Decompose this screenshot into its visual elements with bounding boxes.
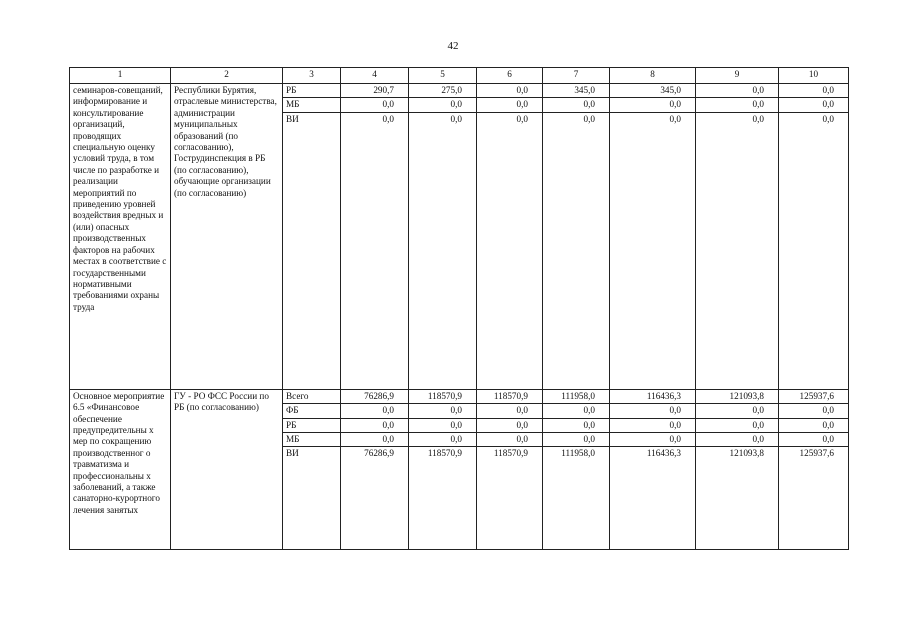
- funding-source: ВИ: [283, 447, 341, 550]
- value-cell: 275,0: [409, 84, 477, 98]
- header-cell: 7: [543, 68, 610, 84]
- executor-cell: Республики Бурятия, отраслевые министерства, администрации муниципальных образований (по согласованию), Гострудинспекция в РБ (по согласованию), обучающие организации (по согласованию): [171, 84, 283, 390]
- header-cell: 3: [283, 68, 341, 84]
- executor-cell: ГУ - РО ФСС России по РБ (по согласованию): [171, 389, 283, 550]
- value-cell: 0,0: [610, 418, 696, 432]
- value-cell: 0,0: [610, 98, 696, 112]
- value-cell: 0,0: [409, 98, 477, 112]
- value-cell: 0,0: [477, 84, 543, 98]
- value-cell: 0,0: [477, 98, 543, 112]
- value-cell: 0,0: [543, 404, 610, 418]
- value-cell: 0,0: [779, 98, 849, 112]
- header-cell: 1: [70, 68, 171, 84]
- value-cell: 0,0: [610, 112, 696, 389]
- value-cell: 0,0: [477, 433, 543, 447]
- program-table: [69, 67, 849, 550]
- value-cell: 111958,0: [543, 447, 610, 550]
- value-cell: 345,0: [543, 84, 610, 98]
- value-cell: 290,7: [341, 84, 409, 98]
- value-cell: 76286,9: [341, 447, 409, 550]
- value-cell: 116436,3: [610, 447, 696, 550]
- value-cell: 0,0: [409, 418, 477, 432]
- value-cell: 0,0: [696, 404, 779, 418]
- value-cell: 0,0: [341, 418, 409, 432]
- value-cell: 125937,6: [779, 389, 849, 403]
- value-cell: 76286,9: [341, 389, 409, 403]
- value-cell: 0,0: [341, 112, 409, 389]
- header-cell: 5: [409, 68, 477, 84]
- value-cell: 0,0: [341, 404, 409, 418]
- value-cell: 118570,9: [409, 447, 477, 550]
- value-cell: 345,0: [610, 84, 696, 98]
- value-cell: 0,0: [696, 112, 779, 389]
- value-cell: 0,0: [543, 112, 610, 389]
- header-cell: 6: [477, 68, 543, 84]
- value-cell: 118570,9: [477, 389, 543, 403]
- table-row: [70, 84, 849, 98]
- funding-source: Всего: [283, 389, 341, 403]
- value-cell: 125937,6: [779, 447, 849, 550]
- value-cell: 0,0: [779, 84, 849, 98]
- funding-source: ВИ: [283, 112, 341, 389]
- value-cell: 0,0: [341, 98, 409, 112]
- header-cell: 10: [779, 68, 849, 84]
- value-cell: 121093,8: [696, 447, 779, 550]
- value-cell: 0,0: [409, 404, 477, 418]
- value-cell: 0,0: [341, 433, 409, 447]
- funding-source: МБ: [283, 433, 341, 447]
- header-cell: 2: [171, 68, 283, 84]
- value-cell: 0,0: [477, 404, 543, 418]
- funding-source: РБ: [283, 418, 341, 432]
- value-cell: 0,0: [779, 404, 849, 418]
- header-cell: 8: [610, 68, 696, 84]
- activity-description: семинаров-совещаний, информирование и консультирование организаций, проводящих специальную оценку условий труда, в том числе по разработке и реализации мероприятий по приведению уровней воздействия вредных и (или) опасных производственных факторов на рабочих местах в соответствие с государственными нормативными требованиями охраны труда: [70, 84, 171, 390]
- header-row: [70, 68, 849, 84]
- value-cell: 0,0: [696, 418, 779, 432]
- value-cell: 0,0: [543, 433, 610, 447]
- value-cell: 0,0: [779, 418, 849, 432]
- funding-source: МБ: [283, 98, 341, 112]
- header-cell: 9: [696, 68, 779, 84]
- funding-source: ФБ: [283, 404, 341, 418]
- value-cell: 116436,3: [610, 389, 696, 403]
- value-cell: 0,0: [779, 433, 849, 447]
- value-cell: 0,0: [696, 433, 779, 447]
- table-row: [70, 389, 849, 403]
- value-cell: 0,0: [696, 84, 779, 98]
- value-cell: 0,0: [477, 112, 543, 389]
- value-cell: 0,0: [610, 433, 696, 447]
- value-cell: 0,0: [543, 98, 610, 112]
- value-cell: 118570,9: [409, 389, 477, 403]
- funding-source: РБ: [283, 84, 341, 98]
- value-cell: 0,0: [409, 433, 477, 447]
- value-cell: 0,0: [610, 404, 696, 418]
- value-cell: 0,0: [779, 112, 849, 389]
- page-number: 42: [447, 40, 459, 52]
- value-cell: 121093,8: [696, 389, 779, 403]
- activity-description: Основное мероприятие 6.5 «Финансовое обеспечение предупредительны х мер по сокращению производственног о травматизма и профессиональны х заболеваний, а также санаторно-курортного лечения занятых: [70, 389, 171, 550]
- header-cell: 4: [341, 68, 409, 84]
- value-cell: 0,0: [409, 112, 477, 389]
- value-cell: 0,0: [477, 418, 543, 432]
- value-cell: 111958,0: [543, 389, 610, 403]
- value-cell: 0,0: [696, 98, 779, 112]
- value-cell: 118570,9: [477, 447, 543, 550]
- value-cell: 0,0: [543, 418, 610, 432]
